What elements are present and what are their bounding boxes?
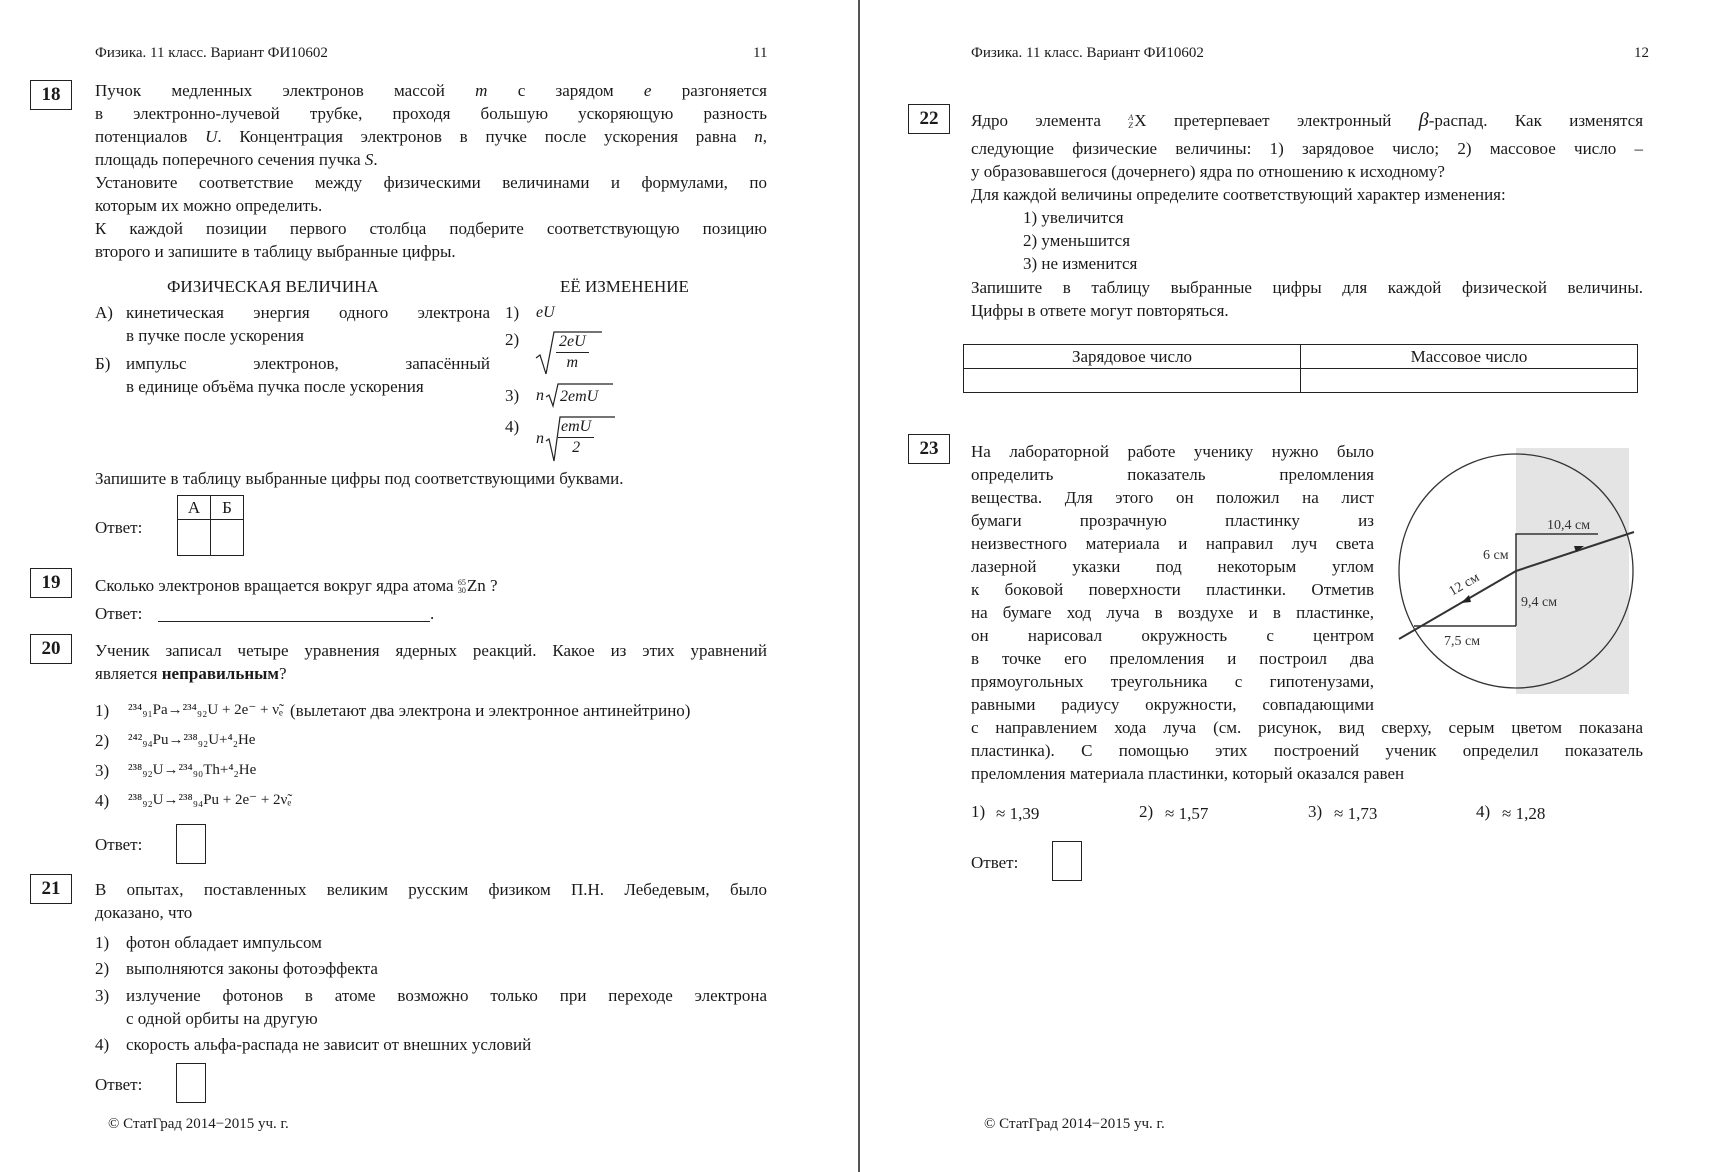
- q21-text-line-1: В опытах, поставленных великим русским физиком П.Н. Лебедевым, было: [95, 880, 767, 899]
- q22-choice-1: 1) увеличится: [1023, 208, 1124, 227]
- formula-4-marker: 4): [505, 417, 520, 436]
- page-header: Физика. 11 класс. Вариант ФИ10602: [971, 45, 1204, 61]
- formula-2-numerator: 2eU: [556, 332, 589, 353]
- q19-isotope-numbers: [458, 579, 466, 595]
- question-number-21: 21: [30, 874, 72, 904]
- page-number: 12: [1634, 45, 1649, 61]
- glass-plate: [1516, 448, 1629, 694]
- q20-answer-label: Ответ:: [95, 835, 143, 854]
- formula-4-denominator: 2: [572, 439, 581, 456]
- q19-isotope-symbol: Zn: [466, 576, 486, 595]
- q18-col2-header: ЕЁ ИЗМЕНЕНИЕ: [560, 277, 689, 296]
- formula-2-fraction: [556, 332, 589, 373]
- q21-option-2-text: выполняются законы фотоэффекта: [126, 959, 378, 978]
- q21-option-4-text: скорость альфа-распада не зависит от внешних условий: [126, 1035, 532, 1054]
- q21-option-2-marker: 2): [95, 959, 110, 978]
- formula-3-marker: 3): [505, 386, 520, 405]
- q18-instruction-line-2: которым их можно определить.: [95, 196, 323, 215]
- q23-option-2-marker: 2): [1139, 802, 1154, 821]
- q23-option-3-marker: 3): [1308, 802, 1323, 821]
- formula-1: eU: [536, 304, 555, 321]
- q22-prefix: Ядро элемента: [971, 111, 1101, 130]
- formula-2-marker: 2): [505, 330, 520, 349]
- formula-3: [536, 381, 616, 409]
- q20-option-3-equation: ²³⁸₉₂U→²³⁴₉₀Th+⁴₂He: [128, 762, 257, 778]
- q23-full-line-1: с направлением хода луча (см. рисунок, вид сверху, серым цветом показана: [971, 718, 1643, 737]
- q20-option-4-equation: ²³⁸₉₂U→²³⁸₉₄Pu + 2e⁻ + 2ν̃ₑ: [128, 792, 292, 808]
- page-footer: © СтатГрад 2014−2015 уч. г.: [108, 1116, 289, 1132]
- q18-table-instruction: Запишите в таблицу выбранные цифры под соответствующими буквами.: [95, 469, 624, 488]
- formula-2-denominator: m: [566, 354, 579, 371]
- q18-instruction-line-3: К каждой позиции первого столбца подберите соответствующую позицию: [95, 219, 767, 238]
- page-footer: © СтатГрад 2014−2015 уч. г.: [984, 1116, 1165, 1132]
- q22-choice-2: 2) уменьшится: [1023, 231, 1131, 250]
- nuclide-mass: A: [1128, 113, 1134, 123]
- q19-answer-period: .: [430, 604, 435, 623]
- q18-answer-table: [177, 495, 244, 556]
- q22-text-line-1: [971, 109, 1643, 132]
- answer-col-a: А: [178, 496, 211, 520]
- q18-item-b-line1: импульс электронов, запасённый: [126, 354, 490, 373]
- q18-item-b-marker: Б): [95, 354, 111, 373]
- q19-question-mark: ?: [489, 576, 498, 595]
- label-9-4: 9,4 см: [1521, 595, 1558, 610]
- q21-option-1-text: фотон обладает импульсом: [126, 933, 322, 952]
- q18-item-a-line1: кинетическая энергия одного электрона: [126, 303, 490, 322]
- q20-prefix: является: [95, 664, 158, 683]
- formula-3-radicand: 2emU: [560, 388, 599, 405]
- q20-bold-word: неправильным: [161, 664, 279, 683]
- q22-instruction-line-1: Запишите в таблицу выбранные цифры для каждой физической величины.: [971, 278, 1643, 297]
- formula-4-fraction: [558, 417, 594, 458]
- q18-text-line-2: в электронно-лучевой трубке, проходя большую ускоряющую разность: [95, 104, 767, 123]
- q23-line: неизвестного материала и направил луч света: [971, 534, 1374, 553]
- q22-suffix: -распад. Как изменятся: [1428, 111, 1644, 130]
- q23-answer-label: Ответ:: [971, 853, 1019, 872]
- q23-option-4-value: ≈ 1,28: [1502, 804, 1546, 823]
- table-header-mass: Массовое число: [1301, 345, 1638, 369]
- answer-cell-b[interactable]: [211, 520, 244, 556]
- q23-answer-box[interactable]: [1052, 841, 1082, 881]
- label-10-4: 10,4 см: [1547, 518, 1591, 533]
- q19-answer-label: Ответ:: [95, 604, 143, 623]
- q18-instruction-line-1: Установите соответствие между физическими величинами и формулами, по: [95, 173, 767, 192]
- q19-text: [95, 574, 498, 597]
- q18-answer-label: Ответ:: [95, 518, 143, 537]
- q23-line: бумаги прозрачную пластинку из: [971, 511, 1374, 530]
- formula-4-prefix: n: [536, 430, 544, 447]
- q23-full-line-3: преломления материала пластинки, который оказался равен: [971, 764, 1405, 783]
- question-number-22: 22: [908, 104, 950, 134]
- q23-line: на бумаге ход луча в воздухе и в пластинке,: [971, 603, 1374, 622]
- q20-answer-box[interactable]: [176, 824, 206, 864]
- q23-line: он нарисовал окружность с центром: [971, 626, 1374, 645]
- q22-text-line-3: у образовавшегося (дочернего) ядра по отношению к исходному?: [971, 162, 1445, 181]
- q21-option-3-text: излучение фотонов в атоме возможно только при переходе электрона: [126, 986, 767, 1005]
- formula-4-numerator: emU: [558, 417, 594, 438]
- q23-line: к боковой поверхности пластинки. Отметив: [971, 580, 1374, 599]
- q20-option-2-equation: ²⁴²₉₄Pu→²³⁸₉₂U+⁴₂He: [128, 732, 256, 748]
- q18-text-line-3: потенциалов U. Концентрация электронов в пучке после ускорения равна n,: [95, 127, 767, 146]
- formula-3-prefix: n: [536, 387, 544, 404]
- q20-text-line-2: [95, 662, 287, 685]
- q20-option-1-equation: ²³⁴₉₁Pa→²³⁴₉₂U + 2e⁻ + ν̃ₑ: [128, 702, 283, 718]
- q20-option-4-marker: 4): [95, 791, 110, 810]
- q23-full-line-2: пластинка). С помощью этих построений ученик определил показатель: [971, 741, 1643, 760]
- q21-answer-label: Ответ:: [95, 1075, 143, 1094]
- q18-item-b-line2: в единице объёма пучка после ускорения: [126, 377, 424, 396]
- q22-choice-3: 3) не изменится: [1023, 254, 1138, 273]
- label-6: 6 см: [1483, 548, 1509, 563]
- q22-nuclide-numbers: [1128, 114, 1133, 130]
- answer-cell-a[interactable]: [178, 520, 211, 556]
- formula-4: [536, 413, 616, 463]
- page-header: Физика. 11 класс. Вариант ФИ10602: [95, 45, 328, 61]
- q21-option-1-marker: 1): [95, 933, 110, 952]
- incident-arrow-icon: [1461, 595, 1471, 603]
- q23-line: в точке его преломления и построил два: [971, 649, 1374, 668]
- q20-option-2-marker: 2): [95, 731, 110, 750]
- q22-text-line-4: Для каждой величины определите соответствующий характер изменения:: [971, 185, 1506, 204]
- isotope-charge: 30: [457, 586, 466, 596]
- label-7-5: 7,5 см: [1444, 634, 1481, 649]
- q23-line: вещества. Для этого он положил на лист: [971, 488, 1374, 507]
- q20-option-1-comment: (вылетают два электрона и электронное антинейтрино): [290, 701, 691, 720]
- q23-line: прямоугольных треугольника с гипотенузами,: [971, 672, 1374, 691]
- q19-answer-line[interactable]: [158, 621, 430, 622]
- question-number-18: 18: [30, 80, 72, 110]
- answer-cell-mass[interactable]: [1301, 369, 1638, 393]
- question-number-20: 20: [30, 634, 72, 664]
- label-12: 12 см: [1446, 570, 1483, 600]
- q22-mid: претерпевает электронный: [1173, 111, 1392, 130]
- q20-text-line-1: Ученик записал четыре уравнения ядерных реакций. Какое из этих уравнений: [95, 641, 767, 660]
- answer-col-b: Б: [211, 496, 244, 520]
- q22-answer-table: [963, 344, 1638, 393]
- q18-instruction-line-4: второго и запишите в таблицу выбранные цифры.: [95, 242, 456, 261]
- q21-answer-box[interactable]: [176, 1063, 206, 1103]
- formula-1-marker: 1): [505, 303, 520, 322]
- nuclide-charge: Z: [1128, 121, 1133, 131]
- q18-item-a-line2: в пучке после ускорения: [126, 326, 304, 345]
- q21-text-line-2: доказано, что: [95, 903, 193, 922]
- answer-cell-charge[interactable]: [964, 369, 1301, 393]
- q20-option-3-marker: 3): [95, 761, 110, 780]
- question-number-19: 19: [30, 568, 72, 598]
- q18-text-line-4: площадь поперечного сечения пучка S.: [95, 150, 378, 169]
- isotope-mass: 65: [457, 578, 466, 588]
- q21-option-3-marker: 3): [95, 986, 110, 1005]
- right-page: [860, 0, 1716, 1172]
- q22-instruction-line-2: Цифры в ответе могут повторяться.: [971, 301, 1229, 320]
- q22-nuclide-symbol: X: [1134, 111, 1147, 130]
- q23-text-block: [971, 440, 1374, 716]
- q20-suffix: ?: [278, 664, 287, 683]
- q23-option-1-marker: 1): [971, 802, 986, 821]
- q18-col1-header: ФИЗИЧЕСКАЯ ВЕЛИЧИНА: [167, 277, 379, 296]
- table-header-charge: Зарядовое число: [964, 345, 1301, 369]
- q23-line: лазерной указки под некоторым углом: [971, 557, 1374, 576]
- q23-line: определить показатель преломления: [971, 465, 1374, 484]
- page-number: 11: [753, 45, 768, 61]
- q20-option-1-marker: 1): [95, 701, 110, 720]
- q23-option-2-value: ≈ 1,57: [1165, 804, 1209, 823]
- q23-option-1-value: ≈ 1,39: [996, 804, 1040, 823]
- q19-question: Сколько электронов вращается вокруг ядра атома: [95, 576, 454, 595]
- q23-line: равными радиусу окружности, совпадающими: [971, 695, 1374, 714]
- q21-option-4-marker: 4): [95, 1035, 110, 1054]
- q23-option-4-marker: 4): [1476, 802, 1491, 821]
- q18-text-line-1: Пучок медленных электронов массой m с зарядом e разгоняется: [95, 81, 767, 100]
- refraction-diagram: [1387, 442, 1635, 702]
- q21-option-3-text-line2: с одной орбиты на другую: [126, 1009, 318, 1028]
- q22-text-line-2: следующие физические величины: 1) зарядовое число; 2) массовое число –: [971, 139, 1643, 158]
- question-number-23: 23: [908, 434, 950, 464]
- q23-line: На лабораторной работе ученику нужно было: [971, 442, 1374, 461]
- q23-option-3-value: ≈ 1,73: [1334, 804, 1378, 823]
- q18-item-a-marker: А): [95, 303, 113, 322]
- beta-symbol: β: [1418, 109, 1429, 131]
